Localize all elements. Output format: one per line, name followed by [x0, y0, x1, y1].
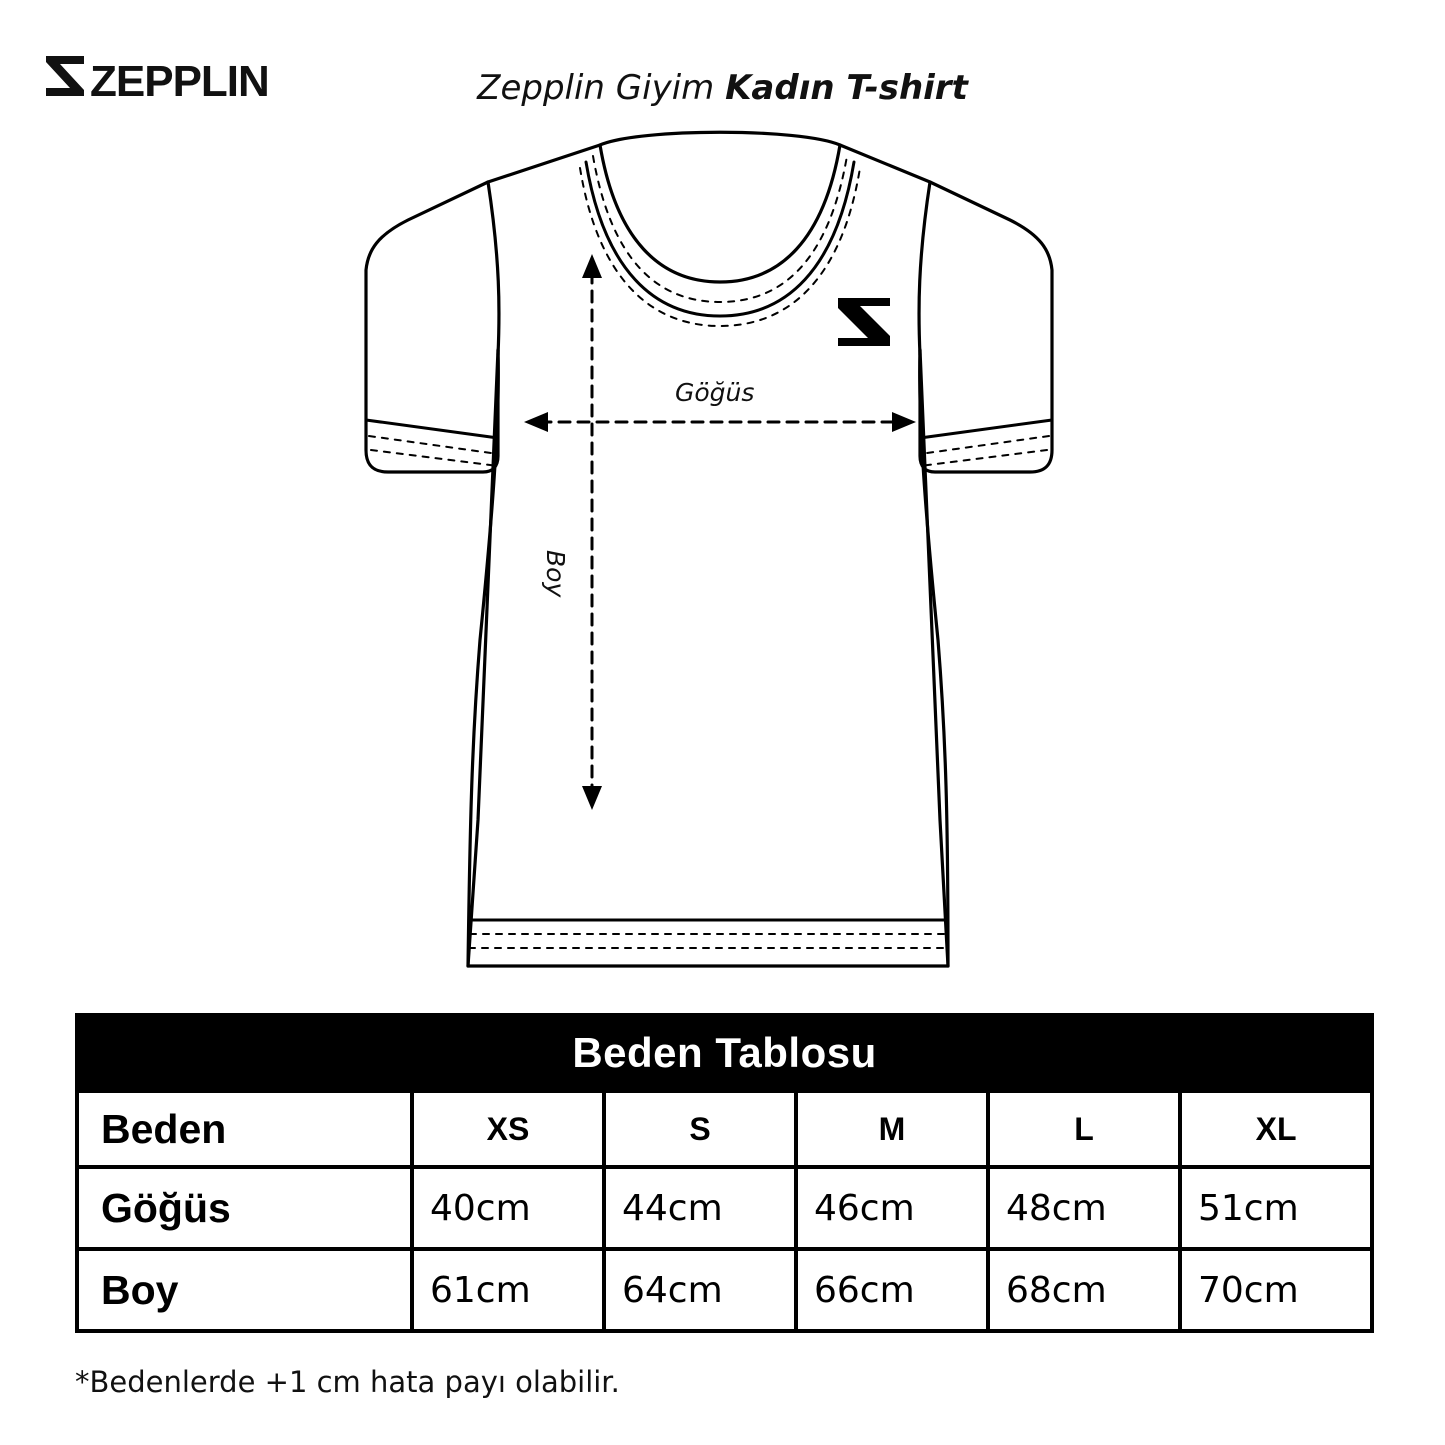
- page-title-bold: Kadın T-shirt: [725, 68, 968, 108]
- tshirt-illustration: [0, 120, 1445, 1000]
- row-label-boy: Boy: [77, 1249, 412, 1331]
- boy-s-value: 64cm: [604, 1249, 796, 1331]
- page-header: [0, 0, 1445, 140]
- table-title-row: [77, 1015, 1372, 1091]
- row-label-gogus: Göğüs: [77, 1167, 412, 1249]
- header-cell-s: S: [604, 1091, 796, 1167]
- page-title-light: Zepplin Giyim: [477, 68, 726, 108]
- size-table-container: [75, 1013, 1370, 1333]
- gogus-s-value: 44cm: [604, 1167, 796, 1249]
- table-footnote: *Bedenlerde +1 cm hata payı olabilir.: [75, 1365, 620, 1399]
- boy-xl-value: 70cm: [1180, 1249, 1372, 1331]
- header-cell-m: M: [796, 1091, 988, 1167]
- boy-m-value: 66cm: [796, 1249, 988, 1331]
- boy-xs-value: 61cm: [412, 1249, 604, 1331]
- header-cell-xs: XS: [412, 1091, 604, 1167]
- size-table-title: Beden Tablosu: [77, 1015, 1372, 1091]
- table-header-row: [77, 1091, 1372, 1167]
- gogus-xs-value: 40cm: [412, 1167, 604, 1249]
- brand-logo-text: ZEPPLIN: [90, 56, 269, 106]
- gogus-xl-value: 51cm: [1180, 1167, 1372, 1249]
- header-cell-xl: XL: [1180, 1091, 1372, 1167]
- boy-l-value: 68cm: [988, 1249, 1180, 1331]
- gogus-measure-label: Göğüs: [675, 378, 755, 407]
- tshirt-drawing: [0, 120, 1445, 1000]
- size-table: [75, 1013, 1374, 1333]
- table-row: [77, 1167, 1372, 1249]
- page-title: [0, 68, 1445, 108]
- boy-measure-label: Boy: [541, 550, 570, 598]
- gogus-m-value: 46cm: [796, 1167, 988, 1249]
- header-cell-l: L: [988, 1091, 1180, 1167]
- gogus-l-value: 48cm: [988, 1167, 1180, 1249]
- header-cell-beden: Beden: [77, 1091, 412, 1167]
- table-row: [77, 1249, 1372, 1331]
